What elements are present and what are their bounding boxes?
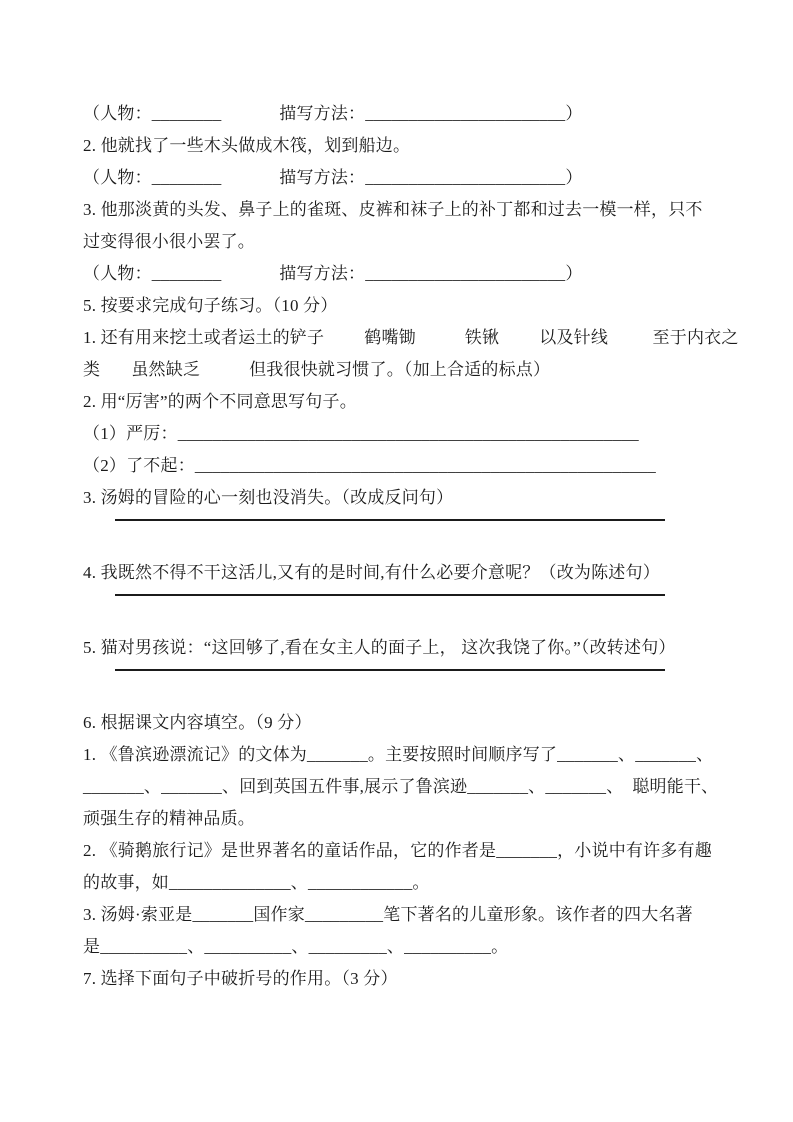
q5-1-punctuation-line2: 类 虽然缺乏 但我很快就习惯了。（加上合适的标点） <box>83 360 551 379</box>
q4-item1-person-method-blanks: （人物：________ 描写方法：_______________________） <box>83 104 583 123</box>
q5-5-prompt: 5. 猫对男孩说：“这回够了,看在女主人的面子上， 这次我饶了你。”（改转述句） <box>83 638 676 657</box>
q5-2-sub2-amazing: （2）了不起：_____________________________________________________ <box>83 456 656 475</box>
q5-1-punctuation-line1: 1. 还有用来挖土或者运土的铲子 鹤嘴锄 铁锹 以及针线 至于内衣之 <box>83 328 739 347</box>
q5-2-prompt: 2. 用“厉害”的两个不同意思写句子。 <box>83 392 357 411</box>
q6-1-line3: 顽强生存的精神品质。 <box>83 809 255 828</box>
q4-item3-sentence-line2: 过变得很小很小罢了。 <box>83 232 255 251</box>
q6-header: 6. 根据课文内容填空。（9 分） <box>83 713 312 732</box>
q4-item2-person-method-blanks: （人物：________ 描写方法：_______________________） <box>83 168 583 187</box>
q5-5-answer-rule <box>115 669 665 671</box>
q5-header: 5. 按要求完成句子练习。（10 分） <box>83 296 338 315</box>
q5-3-prompt: 3. 汤姆的冒险的心一刻也没消失。（改成反问句） <box>83 488 454 507</box>
q6-2-line2: 的故事，如______________、____________。 <box>83 873 430 892</box>
q4-item2-sentence: 2. 他就找了一些木头做成木筏，划到船边。 <box>83 136 411 155</box>
q6-1-line1: 1. 《鲁滨逊漂流记》的文体为_______。主要按照时间顺序写了_______、_______、 <box>83 745 714 764</box>
q6-3-line2: 是__________、__________、_________、__________。 <box>83 937 509 956</box>
q5-4-prompt: 4. 我既然不得不干这活儿,又有的是时间,有什么必要介意呢？（改为陈述句） <box>83 563 660 582</box>
q6-3-line1: 3. 汤姆·索亚是_______国作家_________笔下著名的儿童形象。该作者的四大名著 <box>83 905 693 924</box>
q5-3-answer-rule <box>115 519 665 521</box>
document-body <box>83 98 783 995</box>
q5-2-sub1-stern: （1）严厉：_____________________________________________________ <box>83 424 639 443</box>
q6-1-line2: _______、_______、回到英国五件事,展示了鲁滨逊_______、_______、 聪明能干、 <box>83 777 719 796</box>
q5-4-answer-rule <box>115 594 665 596</box>
q6-2-line1: 2. 《骑鹅旅行记》是世界著名的童话作品，它的作者是_______，小说中有许多有趣 <box>83 841 712 860</box>
q7-header: 7. 选择下面句子中破折号的作用。（3 分） <box>83 969 398 988</box>
q4-item3-sentence-line1: 3. 他那淡黄的头发、鼻子上的雀斑、皮裤和袜子上的补丁都和过去一模一样，只不 <box>83 200 703 219</box>
q4-item3-person-method-blanks: （人物：________ 描写方法：_______________________） <box>83 264 583 283</box>
